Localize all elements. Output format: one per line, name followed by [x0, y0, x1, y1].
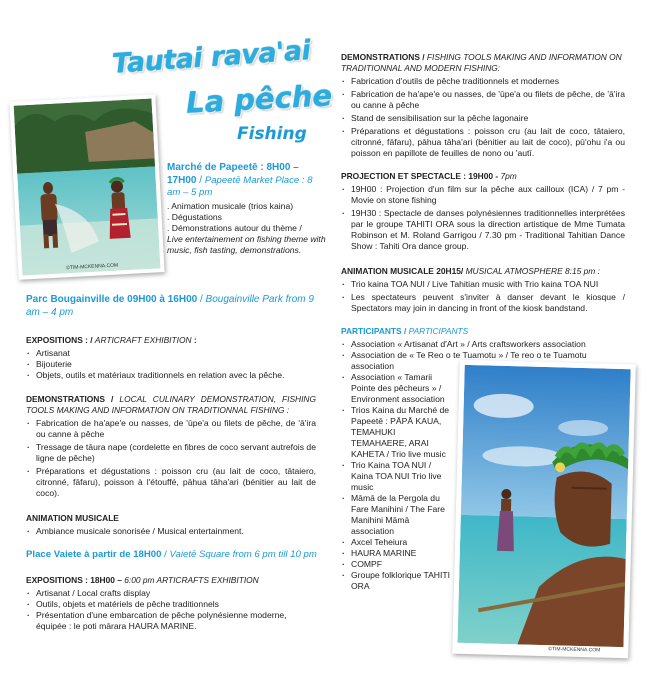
photo-fisherman	[452, 360, 636, 659]
market-item-1: . Animation musicale (trios kaina)	[167, 200, 294, 211]
participant-item: . COMPF	[341, 559, 451, 570]
demo1-section	[26, 394, 316, 499]
fisherman-illustration	[457, 365, 630, 647]
anim1-item: . Ambiance musicale sonorisée / Musical entertainment.	[26, 526, 316, 537]
vaiete-heading-sep: /	[161, 549, 170, 560]
participants-heading-en: PARTICIPANTS	[408, 326, 469, 336]
participant-item: . HAURA MARINE	[341, 548, 451, 559]
anim1-heading: ANIMATION MUSICALE	[26, 513, 119, 523]
projection-heading: PROJECTION ET SPECTACLE : 19H00 -	[341, 171, 501, 181]
participant-item: . Māmā de la Pergola du Fare Manihini / The Fare Manihini Māmā association	[341, 493, 451, 537]
vaiete-heading: Place Vaiete à partir de 18H00	[26, 549, 162, 560]
demo2-item: . Fabrication de ha'ape'e ou nasses, de 'ūpe'a ou filets de pêche, de 'ā'ira ou canne à pêche	[341, 89, 625, 111]
participant-item: . Trios Kaina du Marché de Papeetē : PĀPĀ KAUA, TEMAHUKI TEMAHAERE, ARAI KAHETA / Trio live music	[341, 405, 451, 460]
photo-fishermen	[9, 94, 164, 279]
expo2-section	[26, 575, 316, 632]
market-item-3: . Démonstrations autour du thème /	[167, 222, 302, 233]
market-item-3-en: Live entertainement on fishing theme with music, fish tasting, demonstrations.	[167, 233, 326, 255]
park-heading: Parc Bougainville de 09H00 à 16H00	[26, 294, 198, 305]
title-line-1: Tautai rava'ai	[111, 35, 312, 80]
anim2-heading: ANIMATION MUSICALE 20H15/	[341, 266, 466, 276]
demo2-heading: DEMONSTRATIONS /	[341, 52, 427, 62]
demo2-item: . Préparations et dégustations : poisson cru (au lait de coco, tātaiero, citronné, fāfaru), pāhua tāha'ari (bénitier au lait de coco), pū'ohu i'a ou poisson en papillote de feuilles de nono ou 'autī.	[341, 126, 625, 159]
expo1-heading-en: ARTICRAFT EXHIBITION	[94, 335, 192, 345]
anim2-section	[341, 266, 625, 314]
park-heading-en: Bougainville Park from 9 am – 4 pm	[26, 294, 314, 318]
market-heading-sep: /	[196, 174, 205, 186]
demo2-item: . Stand de sensibilisation sur la pêche lagonaire	[341, 113, 625, 124]
participant-item: . Trio Kaina TOA NUI / Kaina TOA NUI Trio live music	[341, 460, 451, 493]
participant-item: . Association « Tamarii Pointe des pêcheurs » / Environment association	[341, 372, 451, 405]
anim1-section	[26, 513, 316, 537]
participant-item: . Association de « Te Reo o te Tuamotu » / Te reo o te Tuamotu association	[341, 350, 625, 372]
park-heading-block	[26, 293, 326, 319]
expo1-heading-tail: :	[191, 335, 197, 345]
participants-heading: PARTICIPANTS /	[341, 326, 409, 336]
demo1-item: . Préparations et dégustations : poisson cru (au lait de coco, tātaiero, citronné, fāfaru), poisson à l'étouffé, pāhua tāha'ari (bénitier au lait de coco).	[26, 466, 316, 499]
market-section	[167, 162, 327, 256]
expo1-heading: EXPOSITIONS : /	[26, 335, 95, 345]
anim2-item: . Trio kaina TOA NUI / Live Tahitian music with Trio kaina TOA NUI	[341, 279, 625, 290]
anim2-heading-en: MUSICAL ATMOSPHERE 8:15 pm :	[465, 266, 600, 276]
expo2-heading: EXPOSITIONS : 18H00 –	[26, 575, 125, 585]
projection-item: . 19H00 : Projection d'un film sur la pêche aux cailloux (ICA) / 7 pm - Movie on stone fishing	[341, 184, 625, 206]
anim2-item: . Les spectateurs peuvent s'inviter à danser devant le kiosque / Spectators may join in dancing in front of the kiosk bandstand.	[341, 292, 625, 314]
expo2-item: . Outils, objets et matériels de pêche traditionnels	[26, 599, 316, 610]
participant-item: . Association « Artisanat d'Art » / Arts craftsworkers association	[341, 339, 625, 350]
demo1-heading: DEMONSTRATIONS /	[26, 394, 120, 404]
market-item-2: . Dégustations	[167, 211, 222, 222]
fishermen-illustration	[14, 99, 161, 276]
projection-section	[341, 171, 625, 252]
expo2-item: . Présentation d'une embarcation de pêche polynésienne moderne, équipée : le poti mārara HAURA MARINE.	[26, 610, 316, 632]
participant-item: . Groupe folklorique TAHITI ORA	[341, 570, 451, 592]
vaiete-heading-block	[26, 549, 326, 561]
title-line-3: Fishing	[237, 124, 307, 144]
expo1-section	[26, 335, 326, 381]
demo2-heading-en: FISHING TOOLS MAKING AND INFORMATION ON TRADITIONNAL AND MODERN FISHING:	[341, 52, 622, 73]
expo1-item: . Artisanat	[26, 348, 326, 359]
projection-item: . 19H30 : Spectacle de danses polynésiennes traditionnelles interprétées par le groupe TAHITI ORA sous la direction artistique de Mme Tumata Robinson et M. Roland Garrigou / 7.30 pm - Traditional Tahitian Dance Show : Tahiti Ora dance group.	[341, 208, 625, 252]
photo-credit: ©TIM-MCKENNA.COM	[548, 646, 601, 654]
participant-item: . Axcel Teheiura	[341, 537, 451, 548]
vaiete-heading-en: Vaietē Square from 6 pm till 10 pm	[169, 549, 317, 560]
demo1-item: . Tressage de tāura nape (cordelette en fibres de coco servant autrefois de ligne de pêche)	[26, 442, 316, 464]
projection-heading-en: 7pm	[500, 171, 517, 181]
market-heading: Marché de Papeetē : 8H00 – 17H00	[167, 162, 299, 186]
expo2-item: . Artisanat / Local crafts display	[26, 588, 316, 599]
demo2-section	[341, 52, 625, 159]
park-heading-sep: /	[197, 294, 206, 305]
demo1-item: . Fabrication de ha'ape'e ou nasses, de 'ūpe'a ou filets de pêche, de 'ā'ira ou canne à pêche	[26, 418, 316, 440]
title-line-2: La pêche	[185, 78, 333, 120]
expo1-item: . Objets, outils et matériaux traditionnels en relation avec la pêche.	[26, 370, 326, 381]
expo1-item: . Bijouterie	[26, 359, 326, 370]
expo2-heading-en: 6:00 pm ARTICRAFTS EXHIBITION	[124, 575, 259, 585]
photo-credit: ©TIM-MCKENNA.COM	[66, 262, 119, 272]
market-heading-en: Papeetē Market Place : 8 am – 5 pm	[167, 174, 313, 198]
demo2-item: . Fabrication d'outils de pêche traditionnels et modernes	[341, 76, 625, 87]
demo1-heading-en: LOCAL CULINARY DEMONSTRATION, FISHING TOOLS MAKING AND INFORMATION ON TRADITIONNAL FISHING :	[26, 394, 316, 415]
